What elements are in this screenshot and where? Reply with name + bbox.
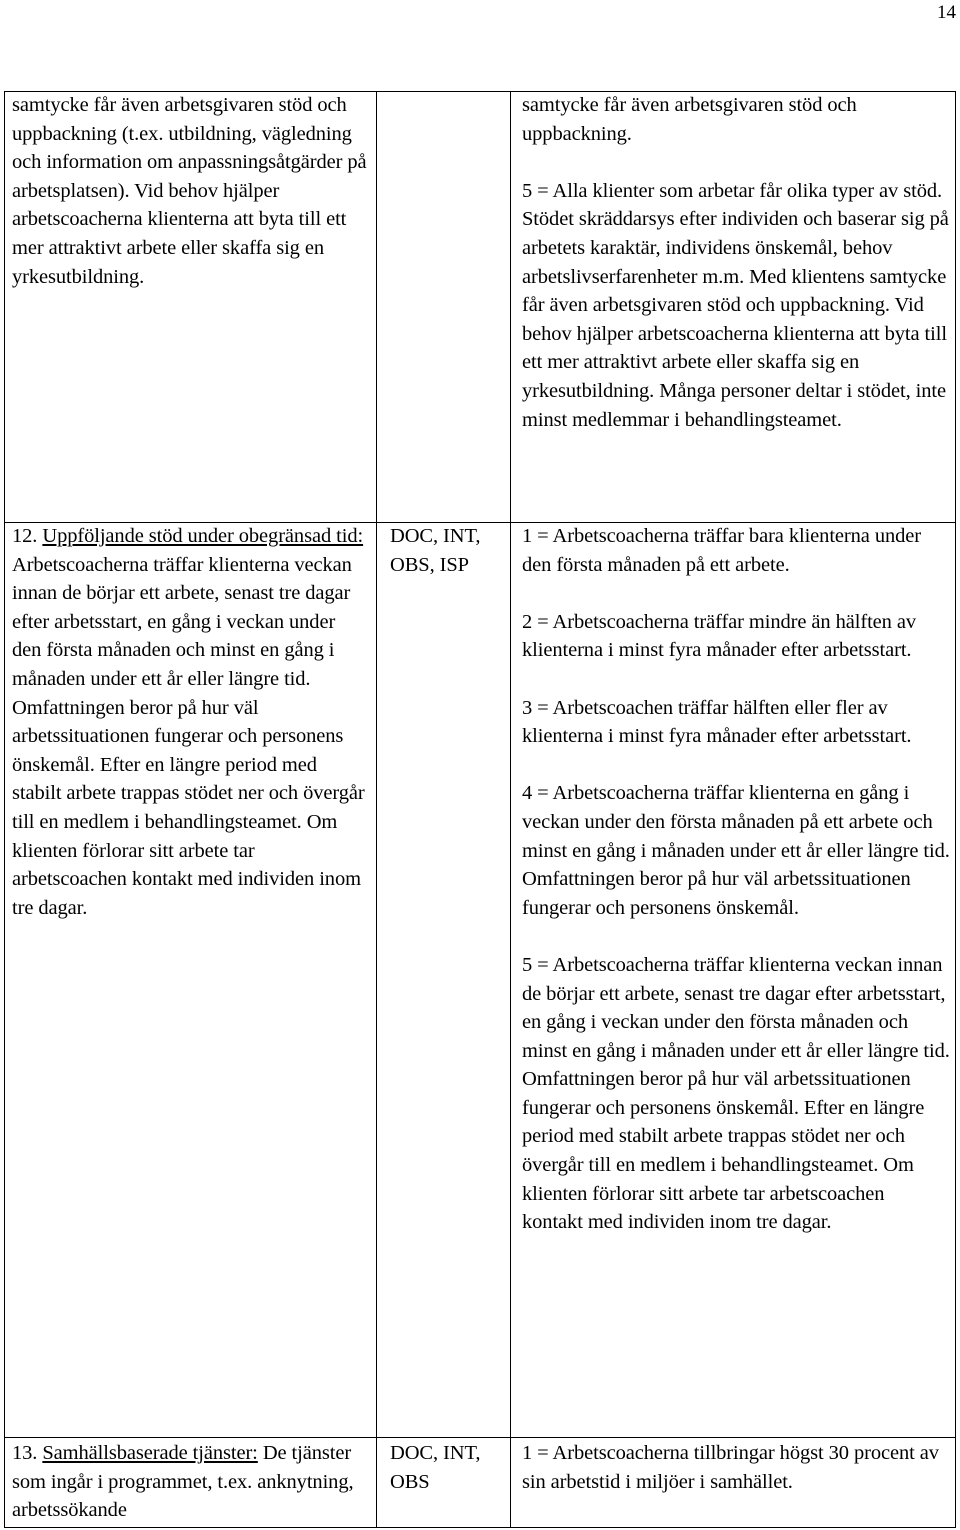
item-cell-13 bbox=[12, 1439, 362, 1527]
scale-12-level-1: 1 = Arbetscoacherna träffar bara klienterna under den första månaden på ett arbete. bbox=[522, 525, 921, 576]
sources-13: DOC, INT, OBS bbox=[390, 1442, 481, 1493]
scale-level-5: 5 = Alla klienter som arbetar får olika typer av stöd. Stödet skräddarsys efter individen och baserar sig på arbetets karaktär, individens önskemål, behov arbetslivserfarenheter m.m. Med klientens samtycke får även arbetsgivaren stöd och uppbackning. Vid behov hjälper arbetscoacherna klienterna att byta till ett mer attraktivt arbete eller skaffa sig en yrkesutbildning. Många personer deltar i stödet, inte minst medlemmar i behandlingsteamet. bbox=[522, 179, 949, 431]
item-12-body: Arbetscoacherna träffar klienterna veckan innan de börjar ett arbete, senast tre dagar efter arbetsstart, en gång i veckan under den första månaden och minst en gång i månaden under ett år eller längre tid. Omfattningen beror på hur väl arbetssituationen fungerar och personens önskemål. Efter en längre period med stabilt arbete trappas stödet ner och övergår till en medlem i behandlingsteamet. bbox=[12, 553, 365, 833]
page-number: 14 bbox=[937, 2, 956, 23]
scale-13-level-1: 1 = Arbetscoacherna tillbringar högst 30 procent av sin arbetstid i miljöer i samhället. bbox=[522, 1442, 939, 1493]
sources-cell-continuation bbox=[390, 91, 506, 519]
item-13-heading: Samhällsbaserade tjänster: bbox=[42, 1442, 258, 1464]
item-cell-12 bbox=[12, 522, 368, 1434]
item-13-body: De tjänster som ingår i programmet, t.ex. anknytning, arbetssökande bbox=[12, 1442, 354, 1522]
scale-12-level-2: 2 = Arbetscoacherna träffar mindre än hälften av klienterna i minst fyra månader efter arbetsstart. bbox=[522, 610, 916, 662]
table-right-border bbox=[955, 91, 956, 1528]
row-divider-13 bbox=[4, 1437, 956, 1438]
scale-cell-continuation bbox=[522, 91, 950, 519]
item-13-paragraph bbox=[12, 1439, 362, 1525]
item-text: samtycke får även arbetsgivaren stöd och uppbackning (t.ex. utbildning, vägledning och information om anpassningsåtgärder på arbetsplatsen). Vid behov hjälper arbetscoacherna klienterna att byta till ett mer attraktivt arbete eller skaffa sig en yrkesutbildning. bbox=[12, 94, 367, 288]
item-13-number: 13. bbox=[12, 1442, 38, 1464]
column-divider-2 bbox=[510, 91, 511, 1528]
sources-cell-12 bbox=[390, 522, 506, 1434]
item-12-paragraph bbox=[12, 522, 368, 922]
table-bottom-border bbox=[4, 1527, 956, 1528]
column-divider-1 bbox=[376, 91, 377, 1528]
scale-cell-12 bbox=[522, 522, 950, 1434]
scale-12-level-3: 3 = Arbetscoachen träffar hälften eller fler av klienterna i minst fyra månader efter arbetsstart. bbox=[522, 696, 912, 748]
table-left-border bbox=[4, 91, 5, 1528]
item-12-heading: Uppföljande stöd under obegränsad tid: bbox=[42, 525, 364, 547]
sources-cell-13 bbox=[390, 1439, 506, 1527]
scale-cell-13 bbox=[522, 1439, 950, 1527]
item-12-number: 12. bbox=[12, 525, 38, 547]
scale-12-level-5: 5 = Arbetscoacherna träffar klienterna veckan innan de börjar ett arbete, senast tre dagar efter arbetsstart, en gång i veckan under den första månaden och minst en gång i månaden under ett år eller längre tid. Omfattningen beror på hur väl arbetssituationen fungerar och personens önskemål. Efter en längre period med stabilt arbete trappas stödet ner och övergår till en medlem i behandlingsteamet. Om klienten förlorar sitt arbete tar arbetscoachen kontakt med individen inom tre dagar. bbox=[522, 953, 950, 1234]
sources-12: DOC, INT, OBS, ISP bbox=[390, 525, 481, 576]
item-cell-continuation bbox=[12, 91, 370, 519]
item-12-body-2: Om klienten förlorar sitt arbete tar arbetscoachen kontakt med individen inom tre dagar. bbox=[12, 810, 361, 919]
scale-12-level-4: 4 = Arbetscoacherna träffar klienterna en gång i veckan under den första månaden på ett arbete och minst en gång i månaden under ett år eller längre tid. Omfattningen beror på hur väl arbetssituationen fungerar och personens önskemål. bbox=[522, 782, 950, 919]
scale-level-continuation: samtycke får även arbetsgivaren stöd och uppbackning. bbox=[522, 94, 857, 145]
